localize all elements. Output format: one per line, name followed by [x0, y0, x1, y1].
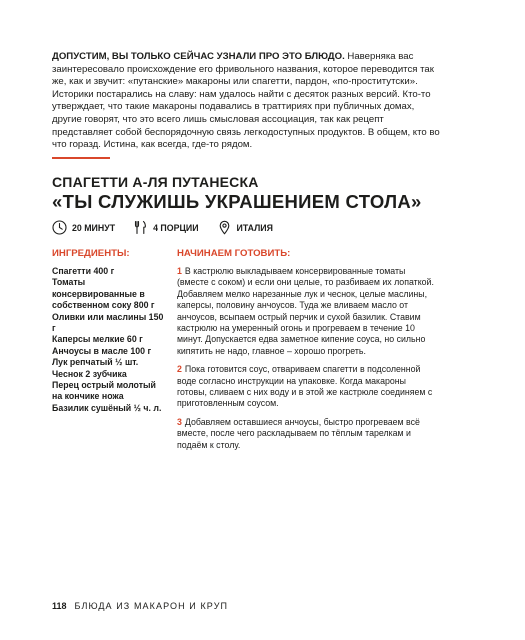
ingredient-item: Чеснок 2 зубчика: [52, 368, 127, 379]
step-item: [177, 266, 435, 357]
ingredient-item: Лук репчатый ½ шт.: [52, 357, 139, 368]
ingredients-list: [52, 266, 164, 414]
page-footer: [52, 601, 228, 611]
meta-time: [52, 220, 115, 235]
recipe-meta: [52, 220, 291, 235]
page-number: 118: [52, 601, 67, 611]
ingredient-item: Анчоусы в масле 100 г: [52, 345, 152, 356]
meta-cuisine: [217, 220, 273, 235]
step-text: В кастрюлю выкладываем консервированные томаты (вместе с соком) и если они целые, то разбиваем их лопаткой. Добавляем мелко нарезанные лук и чеснок, целые маслины, каперсы, половину анчоусов. Туда же вливаем масло от анчоусов, всыпаем острый перчик и сухой базилик. Ставим кастрюлю на умеренный огонь и прогреваем в течение 10 минут. Допускается едва заметное кипение соуса, но сильно кипятить не надо, главное – хорошо прогреть.: [177, 266, 434, 356]
step-item: [177, 417, 435, 451]
meta-servings-label: 4 ПОРЦИИ: [153, 222, 199, 233]
meta-time-label: 20 МИНУТ: [72, 222, 116, 233]
intro-body: Наверняка вас заинтересовало происхождение его фривольного названия, которое переводится так же, как и звучит: «путанские» макароны или спагетти, пардон, «по-проститутски». Историки постарались на славу: нам удалось найти с десяток разных версий. Кто-то утверждает, что такие макароны подавались в траттириях при публичных домах, другие говорят, что это всего лишь смысловая ассоциация, так как рецепт представляет собой беспорядочную связь легкодоступных продуктов. В общем, кто во что горазд. Истина, как всегда, где-то рядом.: [52, 51, 440, 151]
ingredient-item: Спагетти 400 г: [52, 266, 115, 276]
steps-list: [177, 266, 435, 458]
step-text: Добавляем оставшиеся анчоусы, быстро прогреваем всё вместе, после чего раскладываем по тёплым тарелкам и подаём к столу.: [177, 416, 420, 450]
step-number: 3: [177, 416, 182, 427]
section-title: БЛЮДА ИЗ МАКАРОН И КРУП: [74, 601, 229, 611]
ingredient-item: Базилик сушёный ½ ч. л.: [52, 402, 162, 413]
meta-servings: [133, 220, 198, 235]
recipe-subtitle: СПАГЕТТИ А-ЛЯ ПУТАНЕСКА: [52, 174, 259, 190]
fork-knife-icon: [133, 220, 148, 235]
ingredients-heading: ИНГРЕДИЕНТЫ:: [52, 248, 130, 259]
steps-heading: НАЧИНАЕМ ГОТОВИТЬ:: [177, 248, 291, 259]
clock-icon: [52, 220, 67, 235]
location-pin-icon: [217, 220, 232, 235]
ingredient-item: Оливки или маслины 150 г: [52, 311, 164, 334]
ingredient-item: Каперсы мелкие 60 г: [52, 334, 143, 345]
accent-divider: [52, 157, 110, 159]
intro-lead: ДОПУСТИМ, ВЫ ТОЛЬКО СЕЙЧАС УЗНАЛИ ПРО ЭТО БЛЮДО.: [52, 51, 345, 62]
recipe-title: «ТЫ СЛУЖИШЬ УКРАШЕНИЕМ СТОЛА»: [52, 191, 422, 212]
ingredient-item: Перец острый молотый на кончике ножа: [52, 380, 156, 402]
step-item: [177, 364, 435, 410]
meta-cuisine-label: ИТАЛИЯ: [236, 222, 273, 233]
step-number: 2: [177, 364, 182, 375]
ingredient-item: Томаты консервированные в собственном соку 800 г: [52, 277, 155, 311]
intro-paragraph: [52, 51, 442, 152]
step-text: Пока готовится соус, отвариваем спагетти в подсоленной воде согласно инструкции на упаковке. Когда макароны готовы, сливаем с них воду и в этой же кастрюле соединяем с приготовленным соусом.: [177, 364, 433, 409]
step-number: 1: [177, 266, 182, 276]
